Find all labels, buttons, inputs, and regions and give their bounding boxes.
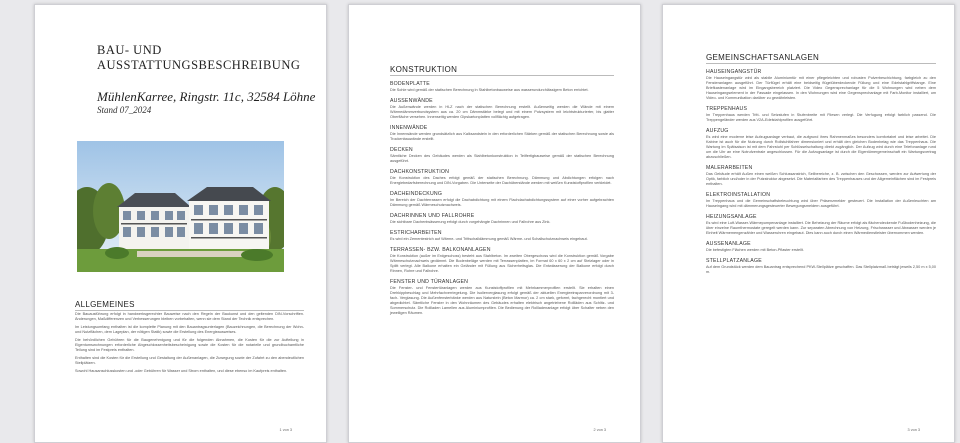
project-address: MühlenKarree, Ringstr. 11c, 32584 Löhne — [97, 89, 316, 104]
subsection-heading: TREPPENHAUS — [706, 105, 748, 112]
subsection-text: Es wird eine Luft-Wasser-Wärmepumpenanlage installiert. Die Beheizung der Räume erfolgt als flächendeckende Fußbodenheizung, die über einzelne Raumthermostate geregelt werden kann. Zur separaten Abrechnung von Heizung, Frischwasser und Abwasser werden je Einheit Wärmemengenzähler und Wasseruhren eingebaut. Dies kann auch durch einen Wärmedienstleister übernommen werden. — [706, 220, 936, 235]
divider — [390, 75, 614, 76]
subsection-heading: DACHKONSTRUKTION — [390, 168, 450, 175]
subsection-text: Die Fenster- und Fenstertüranlagen werden aus Kunststoffprofilen mit Mehrkammerprofilen erstellt. Sie erhalten einen Drehkippbeschlag und Mehrfachverriegelung. Die Isolierverglasung erfolgt gemäß der aktuellen Energieeinsparverordnung mit 3-fach- Verglasung. Die Außenfensterbänke werden aus Naturstein (Beton Marmor) ca. 2 cm stark, geformt, fachgerecht montiert und abgedichtet. Sämtliche Fenster in den Wohnräumen des Gebäudes erhalten elektrisch angetriebene Rollläden aus Schlitz- und Sommerschutz. Die Rollladen Lamellen aus Aluminiumprofilen. Die Bedienung der Rollladenanlage erfolgt über Schalter neben den jeweiligen Räumen. — [390, 285, 614, 315]
divider — [75, 310, 304, 311]
document-date: Stand 07_2024 — [97, 105, 152, 115]
subsection-text: Sämtliche Decken des Gebäudes werden als Stahlbetonkonstruktion in Teilfertigbauweise gemäß der statischen Berechnung ausgeführt. — [390, 153, 614, 163]
subsection-heading: FENSTER UND TÜRANLAGEN — [390, 278, 469, 285]
subsection-heading: TERRASSEN- BZW. BALKONANLAGEN — [390, 246, 491, 253]
paragraph: Die behördlichen Gebühren für die Baugenehmigung und für die folgenden Abnahmen, die Kosten für die zur Aufteilung in Eigentumswohnungen erforderliche Abgeschlossenheitsbescheinigung sowie die Kosten für die notarielle und grundbuchamtliche Teilung sind im Festpreis enthalten. — [75, 337, 304, 352]
subsection-text: Es wird ein Zementestrich auf Wärme- und Trittschalldämmung gemäß Wärme- und Schallschutznachweis eingebaut. — [390, 236, 588, 241]
subsection-text: Die befestigten Flächen werden mit Beton-Pflaster erstellt. — [706, 247, 804, 252]
subsection-text: Die Konstruktion des Daches erfolgt gemäß der statischen Berechnung. Dämmung und Abdichtungen erfolgen nach Energiebedarfsberechnung und DIN-Vorgaben. Die Unterseite der Dachüberstände werden mit weißen Kunststoffprofilen verkleidet. — [390, 175, 614, 185]
subsection-text: Auf dem Grundstück werden dem Bauantrag entsprechend PKW-Stellplätze geschaffen. Das Stellplatzmaß beträgt jeweils 2,50 m x 5,00 m. — [706, 264, 936, 274]
subsection-text: Die Konstruktion (außer im Erdgeschoss) besteht aus Stahlbeton. Im zweiten Obergeschoss wird die Konstruktion gemäß Vorgabe Wärmeschutznachweis gedämmt. Die Bodenbeläge werden mit Terrassenplatten, im Format 60 x 60 x 2 cm auf Stelzlager oder in Splitt verlegt. Alle Balkone erhalten ein Geländer mit Füllung aus Sicherheitsglas. Die Entwässerung der Balkone erfolgt durch Rinnen, Rohre und Fallrohre. — [390, 253, 614, 273]
section-heading-gemeinschaftsanlagen: GEMEINSCHAFTSANLAGEN — [706, 53, 820, 62]
subsection-text: Im Treppenhaus und die Gemeinschaftsbeleuchtung wird über Präsenzmelder gesteuert. Die Installation der Außenleuchten am Hauseingang wird mit dämmerungsgesteuerter Bewegungsmeldern ausgeführt. — [706, 198, 936, 208]
subsection-heading: ESTRICHARBEITEN — [390, 229, 442, 236]
paragraph: Sowohl Hausanschlusskosten und -oder Gebühren für Wasser und Strom enthalten, und diese ebenso im Kaufpreis enthalten. — [75, 368, 288, 373]
subsection-text: Das Gebäude erhält Außen einen weißen Schlussanstrich, Seilbereiche, z. B. zwischen den Geschossen, werden zur Aufwertung der Optik, farblich und/oder in der Putzstruktur abgesetzt. Die Materialfarben des Treppenhauses und der Allgemeinflächen sind im Festpreis enthalten. — [706, 171, 936, 186]
subsection-text: Es wird eine moderne leise Aufzugsanlage verbaut, die aufgrund ihres Rahmenmaßes besonders komfortabel und leise arbeitet. Die Kabine ist auch für die Nutzung durch Rollstuhlfahrer dimensioniert und erhält den gleichen Bodenbelag wie das Treppenhaus. Die Wartung im Spätsaison ist mit dem Fahrstuhl per Schlüsselschaltung direkt zugänglich. Der Aufzug wird durch eine Telefonanlage rund um die Uhr an eine Notrufzentrale angeschlossen. Für die Aufzugsanlage ist durch die Eigentümergemeinschaft ein Wartungsvertrag abzuschließen. — [706, 134, 936, 159]
common-facilities-section — [706, 53, 936, 275]
subsection-heading: AUFZUG — [706, 127, 729, 134]
subsection-heading: DACHRINNEN UND FALLROHRE — [390, 212, 475, 219]
subsection-text: Im Bereich der Dachterrassen erfolgt die Dachabdichtung mit einem Flachdachabdichtungssystem auf einer vorher aufgebrachten Dämmung gemäß Wärmeschutznachweis. — [390, 197, 614, 207]
divider — [706, 63, 936, 64]
page-number: 1 von 3 — [279, 428, 292, 432]
building-rendering-image — [77, 141, 284, 272]
document-page-1 — [34, 4, 327, 443]
subsection-heading: HEIZUNGSANLAGE — [706, 213, 757, 220]
subsection-text: Die Hauseingangstür wird als stabile Aluminiumtür mit einer pflegeleichten und robusten Pulverbeschichtung, farbgleich zu den Fensteranlagen ausgeführt. Der Türflügel erhält eine beidseitig flügelüberdeckende Füllung und eine Edelstahlgriffstange. Eine Briefkastenanlage wird im Eingangsbereich platziert. Die Video Gegensprechanlage für die 5 Wohnungen wird neben dem Hauseingangselement in der Fassade eingelassen. In den Wohnungen wird eine Gegensprechanlage mit Farb-Monitor installiert, um Video- und Kommunikation darüber zu gewährleisten. — [706, 75, 936, 100]
subsection-heading: AUSSENANLAGE — [706, 240, 751, 247]
page-number: 2 von 3 — [593, 428, 606, 432]
subsection-heading: DACHEINDECKUNG — [390, 190, 443, 197]
subsection-text: Die Innenwände werden grundsätzlich aus Kalksandstein in den erforderlichen Stärken gemäß der statischen Berechnung sowie als Trockenbauwände erstellt. — [390, 131, 614, 141]
subsection-text: Im Treppenhaus werden Tritt- und Setzstufen in Stufenbreite mit Fliesen verlegt. Die Verfugung erfolgt farblich passend. Die Treppengeländer werden aus V2A-Edelstahlprofilen ausgeführt. — [706, 112, 936, 122]
document-title — [97, 43, 300, 73]
subsection-text: Die sichtbare Dachentwässerung erfolgt durch vorgehängte Dachrinnen und Fallrohre aus Zink. — [390, 219, 551, 224]
general-section — [75, 300, 304, 374]
title-line-1: BAU- UND — [97, 43, 162, 57]
subsection-heading: INNENWÄNDE — [390, 124, 428, 131]
subsection-text: Die Sohle wird gemäß der statischen Berechnung in Stahlbetonbauweise aus wasserundurchlässigem Beton errichtet. — [390, 87, 589, 92]
page-number: 3 von 3 — [907, 428, 920, 432]
subsection-heading: DECKEN — [390, 146, 413, 153]
subsection-heading: BODENPLATTE — [390, 80, 430, 87]
subsection-heading: STELLPLATZANLAGE — [706, 257, 762, 264]
subsection-text: Die Außenwände werden in HLZ nach der statischen Berechnung erstellt. Außenseitig werden die Wände mit einem Wärmedämmverbundsystem aus ca. 20 cm Dämmstärke belegt und mit einem Putzsystem mit leichtstrukturierter, bis glatter Oberfläche versehen. Innenseitig werden Gipskartonplatten vollflächig aufgetragen. — [390, 104, 614, 119]
subsection-heading: MALERARBEITEN — [706, 164, 753, 171]
section-heading-konstruktion: KONSTRUKTION — [390, 65, 458, 74]
subsection-heading: ELEKTROINSTALLATION — [706, 191, 771, 198]
section-heading-allgemeines: ALLGEMEINES — [75, 300, 135, 309]
document-page-2 — [348, 4, 641, 443]
paragraph: Die Bauausführung erfolgt in handwerksgerechter Bauweise nach den Regeln der Baukunst und den geltenden DIN-Vorschriften. Änderungen, Maßdifferenzen und Verbesserungen bleiben vorbehalten, wenn sie dem Stand der Technik entsprechen. — [75, 311, 304, 321]
title-line-2: AUSSTATTUNGSBESCHREIBUNG — [97, 58, 301, 72]
subsection-heading: HAUSEINGANGSTÜR — [706, 68, 762, 75]
subsection-heading: AUSSENWÄNDE — [390, 97, 433, 104]
paragraph: Enthalten sind die Kosten für die Erstellung und Gestaltung der Außenanlagen, die Zuwegung sowie der Zufahrt zu den abendeutlichen Stellplätzen. — [75, 355, 304, 365]
paragraph: Im Leistungsumfang enthalten ist die komplette Planung mit den Bauantragsunterlagen (Bauzeichnungen, die Berechnung der Wohn- und Nutzflächen, dem Lageplan, der nötigen Statik) sowie die Erstellung des Energieausweises. — [75, 324, 304, 334]
document-page-3 — [662, 4, 955, 443]
construction-section — [390, 65, 614, 316]
